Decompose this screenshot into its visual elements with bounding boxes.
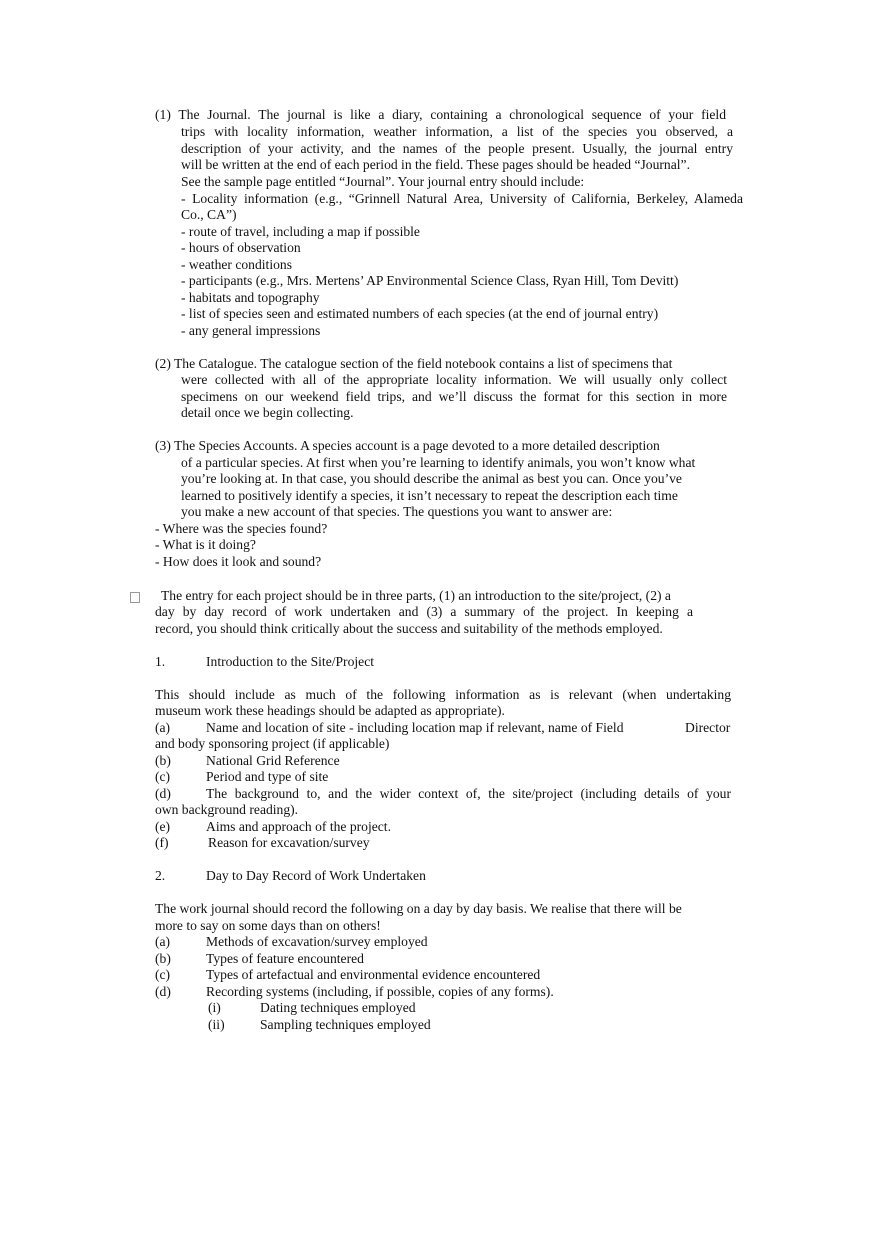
item-text-end: Director (685, 720, 731, 735)
section-1-intro-2: museum work these headings should be adapted as appropriate). (155, 703, 505, 718)
item-text: Name and location of site - including location map if relevant, name of Field (206, 720, 624, 735)
journal-list-item: - participants (e.g., Mrs. Mertens’ AP Environmental Science Class, Ryan Hill, Tom Devitt) (181, 273, 679, 288)
item-label: (e) (155, 819, 171, 834)
subitem-label: (i) (208, 1000, 221, 1015)
section-1-heading: Introduction to the Site/Project (206, 654, 375, 669)
species-line-5: you make a new account of that species. The questions you want to answer are: (181, 504, 613, 519)
catalogue-line-2: were collected with all of the appropriate locality information. We will usually only collect (181, 372, 727, 387)
item-label: (b) (155, 951, 171, 966)
species-question: - Where was the species found? (155, 521, 328, 536)
species-question: - How does it look and sound? (155, 554, 322, 569)
item-label: (a) (155, 720, 171, 735)
journal-line-3: description of your activity, and the names of the people present. Usually, the journal entry (181, 141, 733, 156)
item-label: (b) (155, 753, 171, 768)
journal-line-6: - Locality information (e.g., “Grinnell Natural Area, University of California, Berkeley, Alameda (181, 191, 743, 206)
journal-list-item: - any general impressions (181, 323, 321, 338)
species-line-2: of a particular species. At first when you’re learning to identify animals, you won’t know what (181, 455, 696, 470)
species-question: - What is it doing? (155, 537, 256, 552)
item-label: (d) (155, 984, 171, 999)
item-text: Reason for excavation/survey (208, 835, 370, 850)
item-text-continued: and body sponsoring project (if applicable) (155, 736, 390, 751)
species-line-4: learned to positively identify a species, it isn’t necessary to repeat the description each time (181, 488, 678, 503)
item-label: (c) (155, 967, 171, 982)
item-text: Period and type of site (206, 769, 329, 784)
item-label: (f) (155, 835, 169, 850)
journal-list-item: - weather conditions (181, 257, 292, 272)
item-text: Types of artefactual and environmental evidence encountered (206, 967, 541, 982)
subitem-text: Sampling techniques employed (260, 1017, 431, 1032)
item-text: Types of feature encountered (206, 951, 364, 966)
journal-line-7: Co., CA”) (181, 207, 237, 222)
journal-line-1: (1) The Journal. The journal is like a diary, containing a chronological sequence of your field (155, 107, 726, 122)
catalogue-line-3: specimens on our weekend field trips, and we’ll discuss the format for this section in more (181, 389, 727, 404)
item-label: (c) (155, 769, 171, 784)
item-label: (d) (155, 786, 171, 801)
section-2-heading: Day to Day Record of Work Undertaken (206, 868, 426, 883)
journal-line-2: trips with locality information, weather information, a list of the species you observed, a (181, 124, 733, 139)
journal-line-5: See the sample page entitled “Journal”. Your journal entry should include: (181, 174, 585, 189)
item-text-continued: own background reading). (155, 802, 299, 817)
journal-list-item: - habitats and topography (181, 290, 320, 305)
entry-line-3: record, you should think critically about the success and suitability of the methods employed. (155, 621, 663, 636)
item-text: Methods of excavation/survey employed (206, 934, 428, 949)
species-line-3: you’re looking at. In that case, you should describe the animal as best you can. Once you’ve (181, 471, 682, 486)
journal-line-4: will be written at the end of each period in the field. These pages should be headed “Journal”. (181, 157, 690, 172)
section-2-intro-2: more to say on some days than on others! (155, 918, 381, 933)
catalogue-line-4: detail once we begin collecting. (181, 405, 354, 420)
catalogue-line-1: (2) The Catalogue. The catalogue section of the field notebook contains a list of specimens that (155, 356, 673, 371)
missing-glyph-box (130, 592, 140, 603)
item-text: The background to, and the wider context of, the site/project (including details of your (206, 786, 731, 801)
item-text: Aims and approach of the project. (206, 819, 391, 834)
entry-line-1: The entry for each project should be in three parts, (1) an introduction to the site/project, (2) a (161, 588, 671, 603)
species-line-1: (3) The Species Accounts. A species account is a page devoted to a more detailed description (155, 438, 660, 453)
section-1-number: 1. (155, 654, 166, 669)
item-label: (a) (155, 934, 171, 949)
subitem-text: Dating techniques employed (260, 1000, 416, 1015)
subitem-label: (ii) (208, 1017, 225, 1032)
section-2-intro-1: The work journal should record the following on a day by day basis. We realise that there will be (155, 901, 682, 916)
journal-list-item: - hours of observation (181, 240, 301, 255)
section-1-intro-1: This should include as much of the following information as is relevant (when undertaking (155, 687, 731, 702)
section-2-number: 2. (155, 868, 166, 883)
entry-line-2: day by day record of work undertaken and (3) a summary of the project. In keeping a (155, 604, 693, 619)
journal-list-item: - list of species seen and estimated numbers of each species (at the end of journal entry) (181, 306, 659, 321)
item-text: Recording systems (including, if possible, copies of any forms). (206, 984, 554, 999)
item-text: National Grid Reference (206, 753, 340, 768)
journal-list-item: - route of travel, including a map if possible (181, 224, 420, 239)
